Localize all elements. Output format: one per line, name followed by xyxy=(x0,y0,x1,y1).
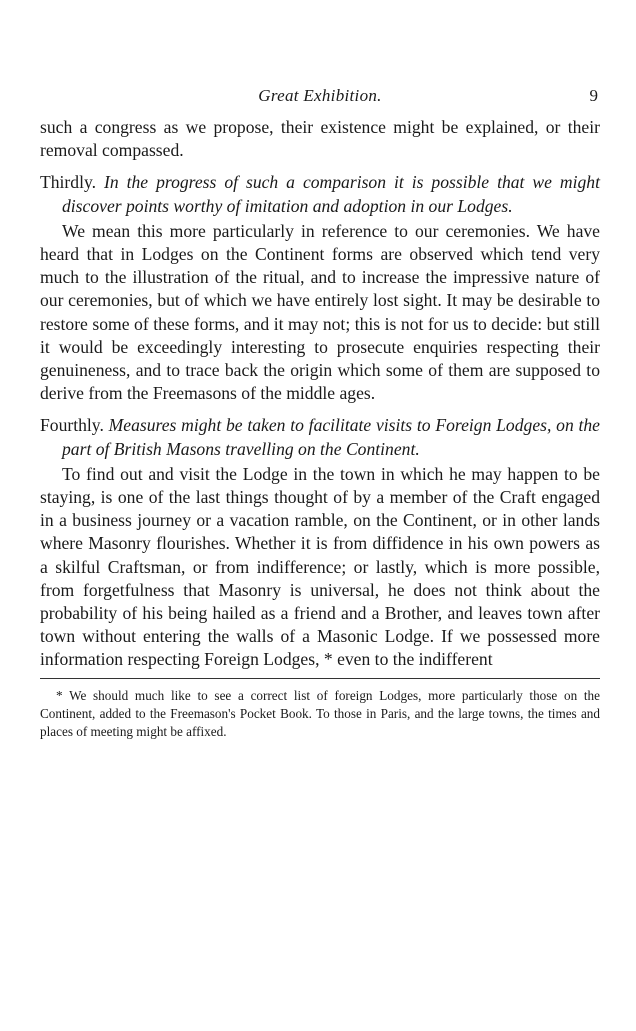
point-lead: Fourthly. xyxy=(40,415,104,436)
running-title: Great Exhibition. xyxy=(258,86,382,105)
footnote-rule xyxy=(40,678,600,679)
page-header xyxy=(40,86,600,110)
point-thirdly xyxy=(40,171,600,217)
footnote-mark: * xyxy=(56,688,63,704)
footnote-text: We should much like to see a correct list of foreign Lodges, more particularly those on the Continent, added to the Freemason's Pocket Book. To those in Paris, and the large towns, the times and places of meeting might be affixed. xyxy=(40,688,600,739)
footnote xyxy=(40,687,600,740)
page-body xyxy=(40,116,600,740)
point-heading: In the progress of such a comparison it is possible that we might discover points worthy of imitation and adoption in our Lodges. xyxy=(62,172,600,216)
page-number: 9 xyxy=(589,86,598,105)
point-lead: Thirdly. xyxy=(40,172,97,193)
paragraph-foreign-lodges: To find out and visit the Lodge in the town in which he may happen to be staying, is one of the last things thought of by a member of the Craft engaged in a business journey or a vacation ramble, on the Continent, or in other lands where Masonry flourishes. Whether it is from diffidence in his own powers as a skilful Craftsman, or from indifference; or lastly, which is more possible, from forgetfulness that Masonry is universal, he does not think about the probability of his being hailed as a friend and a Brother, and leaves town after town without entering the walls of a Masonic Lodge. If we possessed more information respecting Foreign Lodges, * even to the indifferent xyxy=(40,463,600,670)
point-heading: Measures might be taken to facilitate visits to Foreign Lodges, on the part of British Masons travelling on the Continent. xyxy=(62,415,600,459)
paragraph-continuation: such a congress as we propose, their existence might be explained, or their removal compassed. xyxy=(40,117,600,161)
point-fourthly xyxy=(40,414,600,460)
paragraph-ceremonies: We mean this more particularly in reference to our ceremonies. We have heard that in Lodges on the Continent forms are observed which tend very much to the illustration of the ritual, and to increase the impressive nature of our ceremonies, but of which we have entirely lost sight. It may be desirable to restore some of these forms, and it may not; this is not for us to decide: but still it would be exceedingly interesting to prosecute enquiries respecting their genuineness, and to trace back the origin which some of them are supposed to derive from the Freemasons of the middle ages. xyxy=(40,220,600,404)
